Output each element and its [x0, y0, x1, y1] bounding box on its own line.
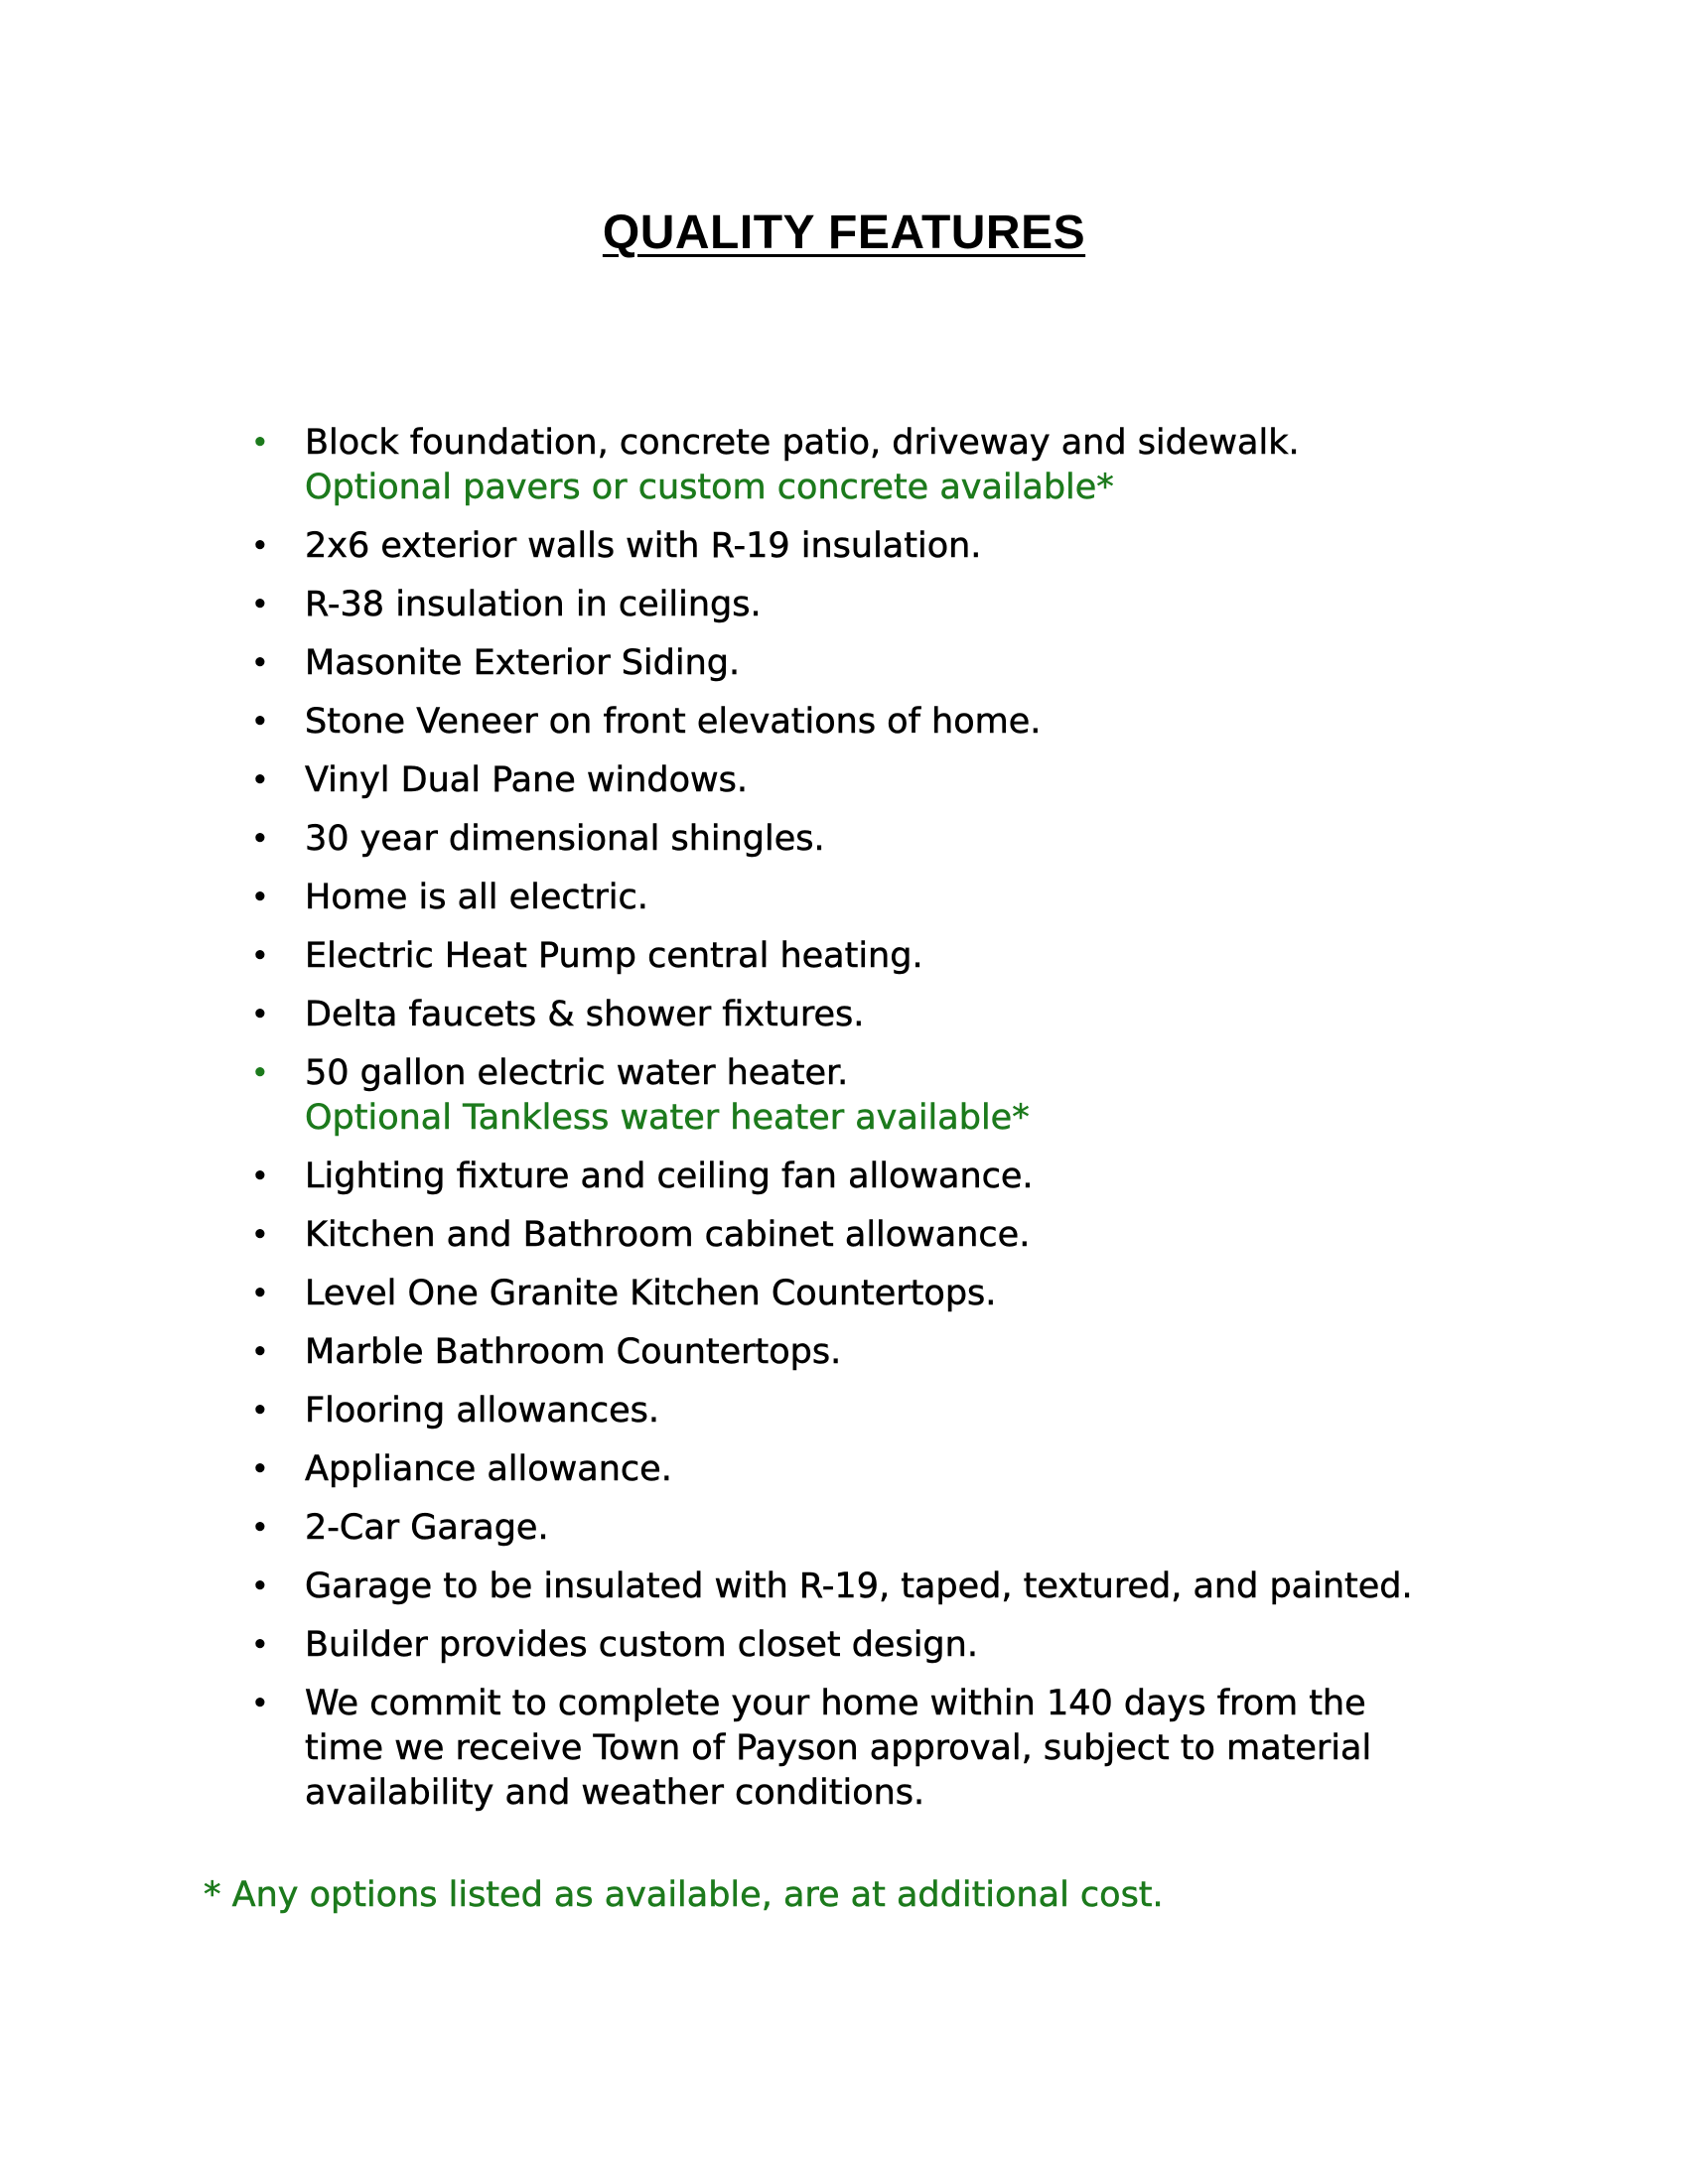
- feature-item: [246, 758, 1537, 803]
- feature-option-note: Optional Tankless water heater available*: [305, 1098, 1030, 1138]
- bullet-icon: •: [251, 1056, 269, 1091]
- bullet-icon: •: [251, 1335, 269, 1370]
- bullet-icon: •: [251, 939, 269, 974]
- feature-text: Lighting fixture and ceiling fan allowance.: [305, 1157, 1034, 1196]
- feature-text: Appliance allowance.: [305, 1449, 672, 1489]
- bullet-icon: •: [251, 529, 269, 564]
- feature-text: Kitchen and Bathroom cabinet allowance.: [305, 1215, 1031, 1255]
- bullet-icon: •: [251, 705, 269, 740]
- page-title: [0, 204, 1688, 263]
- features-list: [246, 421, 1537, 1830]
- feature-item: [246, 641, 1537, 686]
- feature-item: [246, 1623, 1537, 1668]
- options-footnote: * Any options listed as available, are at additional cost.: [204, 1875, 1164, 1915]
- feature-text: Builder provides custom closet design.: [305, 1625, 978, 1665]
- feature-text: 50 gallon electric water heater.: [305, 1053, 849, 1093]
- feature-item: [246, 934, 1537, 979]
- feature-item: [246, 1506, 1537, 1551]
- feature-item: [246, 817, 1537, 862]
- feature-text: Garage to be insulated with R-19, taped, textured, and painted.: [305, 1567, 1413, 1606]
- feature-text: Home is all electric.: [305, 878, 648, 917]
- bullet-icon: •: [251, 1160, 269, 1194]
- feature-text: We commit to complete your home within 140 days from the: [305, 1684, 1366, 1723]
- bullet-icon: •: [251, 881, 269, 915]
- feature-item: [246, 421, 1537, 510]
- feature-text: Stone Veneer on front elevations of home.: [305, 702, 1042, 742]
- feature-text: R-38 insulation in ceilings.: [305, 585, 762, 624]
- feature-item: [246, 876, 1537, 920]
- feature-text: 2-Car Garage.: [305, 1508, 549, 1548]
- feature-text: Electric Heat Pump central heating.: [305, 936, 923, 976]
- feature-text: 2x6 exterior walls with R-19 insulation.: [305, 526, 982, 566]
- feature-text: time we receive Town of Payson approval, subject to material: [305, 1728, 1372, 1768]
- feature-text: Masonite Exterior Siding.: [305, 643, 741, 683]
- feature-item: [246, 1565, 1537, 1609]
- bullet-icon: •: [251, 822, 269, 857]
- bullet-icon: •: [251, 588, 269, 622]
- bullet-icon: •: [251, 646, 269, 681]
- feature-item: [246, 1051, 1537, 1141]
- bullet-icon: •: [251, 1394, 269, 1429]
- feature-text: Marble Bathroom Countertops.: [305, 1332, 842, 1372]
- feature-item: [246, 993, 1537, 1037]
- feature-item: [246, 1272, 1537, 1316]
- feature-item: [246, 1155, 1537, 1199]
- bullet-icon: •: [251, 1277, 269, 1311]
- feature-text: availability and weather conditions.: [305, 1773, 925, 1813]
- feature-text: 30 year dimensional shingles.: [305, 819, 825, 859]
- feature-item: [246, 524, 1537, 569]
- feature-text: Block foundation, concrete patio, driveway and sidewalk.: [305, 423, 1300, 463]
- feature-text: Vinyl Dual Pane windows.: [305, 760, 749, 800]
- bullet-icon: •: [251, 1687, 269, 1721]
- feature-text: Level One Granite Kitchen Countertops.: [305, 1274, 997, 1313]
- bullet-icon: •: [251, 426, 269, 461]
- page-title-text: QUALITY FEATURES: [602, 206, 1086, 259]
- bullet-icon: •: [251, 998, 269, 1032]
- bullet-icon: •: [251, 1511, 269, 1546]
- feature-item: [246, 1389, 1537, 1433]
- feature-option-note: Optional pavers or custom concrete available*: [305, 468, 1114, 507]
- bullet-icon: •: [251, 1452, 269, 1487]
- bullet-icon: •: [251, 1570, 269, 1604]
- feature-item: [246, 1682, 1537, 1816]
- feature-item: [246, 1213, 1537, 1258]
- bullet-icon: •: [251, 1628, 269, 1663]
- bullet-icon: •: [251, 1218, 269, 1253]
- feature-text: Delta faucets & shower fixtures.: [305, 995, 865, 1034]
- feature-item: [246, 1447, 1537, 1492]
- feature-item: [246, 700, 1537, 745]
- feature-item: [246, 1330, 1537, 1375]
- feature-item: [246, 583, 1537, 627]
- bullet-icon: •: [251, 763, 269, 798]
- feature-text: Flooring allowances.: [305, 1391, 660, 1431]
